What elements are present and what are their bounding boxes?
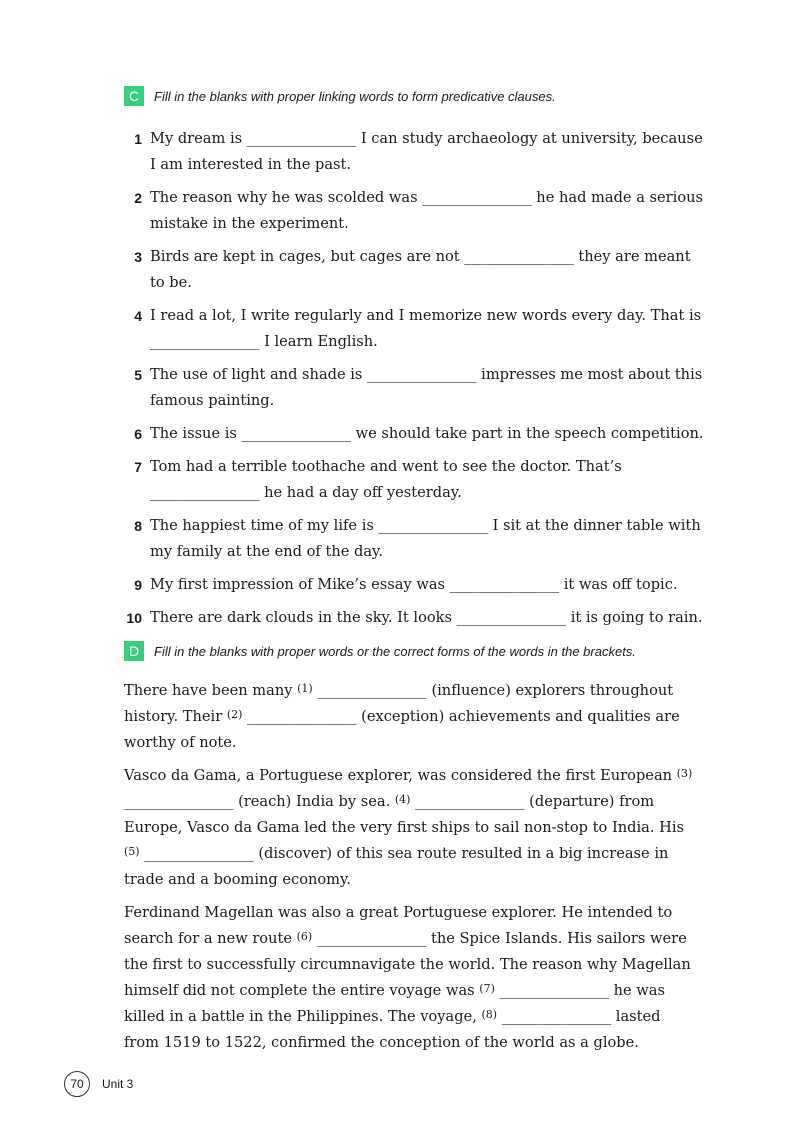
- exercise-item-9: [124, 572, 704, 598]
- passage-text: Vasco da Gama, a Portuguese explorer, was considered the first European: [124, 767, 677, 784]
- exercise-item-4: [124, 303, 704, 355]
- blank-number-8: (8): [481, 1008, 498, 1021]
- item-text: I read a lot, I write regularly and I memorize new words every day. That is _______________ I learn English.: [150, 307, 702, 350]
- passage-text: _______________ (departure) from Europe, Vasco da Gama led the very first ships to sail non-stop to India. His: [124, 793, 684, 836]
- passage-text: Ferdinand Magellan was also a great Portuguese explorer. He intended to search for a new route: [124, 904, 673, 947]
- item-text: There are dark clouds in the sky. It looks _______________ it is going to rain.: [150, 609, 703, 626]
- item-number: 3: [134, 249, 142, 265]
- passage-text: _______________ the Spice Islands. His sailors were the first to successfully circumnavigate the world. The reason why Magellan himself did not complete the entire voyage was: [124, 930, 691, 999]
- item-text: My first impression of Mike’s essay was _______________ it was off topic.: [150, 576, 678, 593]
- exercise-item-5: [124, 362, 704, 414]
- page-number: 70: [64, 1071, 90, 1097]
- passage-paragraph-1: [124, 678, 694, 756]
- blank-number-4: (4): [394, 793, 411, 806]
- passage-paragraph-2: [124, 763, 694, 893]
- item-number: 7: [134, 459, 142, 475]
- unit-label: Unit 3: [102, 1077, 134, 1091]
- item-text: Birds are kept in cages, but cages are not _______________ they are meant to be.: [150, 248, 691, 291]
- blank-number-5: (5): [124, 845, 140, 858]
- item-number: 10: [126, 610, 142, 626]
- item-text: The reason why he was scolded was _______________ he had made a serious mistake in the experiment.: [150, 189, 703, 232]
- exercise-item-7: [124, 454, 704, 506]
- item-number: 5: [134, 367, 142, 383]
- item-number: 1: [134, 131, 142, 147]
- item-text: The happiest time of my life is _______________ I sit at the dinner table with my family at the end of the day.: [150, 517, 701, 560]
- section-c-badge: C: [124, 86, 144, 106]
- passage-text: _______________ (discover) of this sea route resulted in a big increase in trade and a booming economy.: [124, 845, 669, 888]
- section-d-badge: D: [124, 641, 144, 661]
- exercise-item-8: [124, 513, 704, 565]
- item-number: 4: [134, 308, 142, 324]
- exercise-item-6: [124, 421, 704, 447]
- item-text: Tom had a terrible toothache and went to see the doctor. That’s _______________ he had a day off yesterday.: [150, 458, 622, 501]
- passage-text: _______________ (exception) achievements and qualities are worthy of note.: [124, 708, 680, 751]
- blank-number-2: (2): [226, 708, 243, 721]
- item-number: 2: [134, 190, 142, 206]
- passage-text: _______________ lasted from 1519 to 1522, confirmed the conception of the world as a globe.: [124, 1008, 661, 1051]
- passage-text: _______________ he was killed in a battle in the Philippines. The voyage,: [124, 982, 665, 1025]
- exercise-item-3: [124, 244, 704, 296]
- blank-number-1: (1): [297, 682, 313, 695]
- section-d-instruction: Fill in the blanks with proper words or the correct forms of the words in the brackets.: [154, 643, 636, 659]
- blank-number-7: (7): [479, 982, 495, 995]
- passage-text: _______________ (reach) India by sea.: [124, 793, 395, 810]
- passage-paragraph-3: [124, 900, 694, 1056]
- item-number: 6: [134, 426, 142, 442]
- section-c-header: [124, 86, 556, 106]
- passage-text: There have been many: [124, 682, 298, 699]
- section-c-instruction: Fill in the blanks with proper linking words to form predicative clauses.: [154, 88, 556, 104]
- item-number: 8: [134, 518, 142, 534]
- passage-text: _______________ (influence) explorers throughout history. Their: [124, 682, 674, 725]
- item-text: My dream is _______________ I can study archaeology at university, because I am interested in the past.: [150, 130, 703, 173]
- exercise-item-10: [124, 605, 704, 631]
- item-text: The issue is _______________ we should take part in the speech competition.: [150, 425, 704, 442]
- section-c-items: [124, 126, 704, 638]
- blank-number-6: (6): [296, 930, 313, 943]
- item-text: The use of light and shade is _______________ impresses me most about this famous painting.: [150, 366, 703, 409]
- page-footer: [64, 1071, 133, 1097]
- item-number: 9: [134, 577, 142, 593]
- blank-number-3: (3): [676, 767, 693, 780]
- section-d-header: [124, 641, 636, 661]
- exercise-item-1: [124, 126, 704, 178]
- exercise-item-2: [124, 185, 704, 237]
